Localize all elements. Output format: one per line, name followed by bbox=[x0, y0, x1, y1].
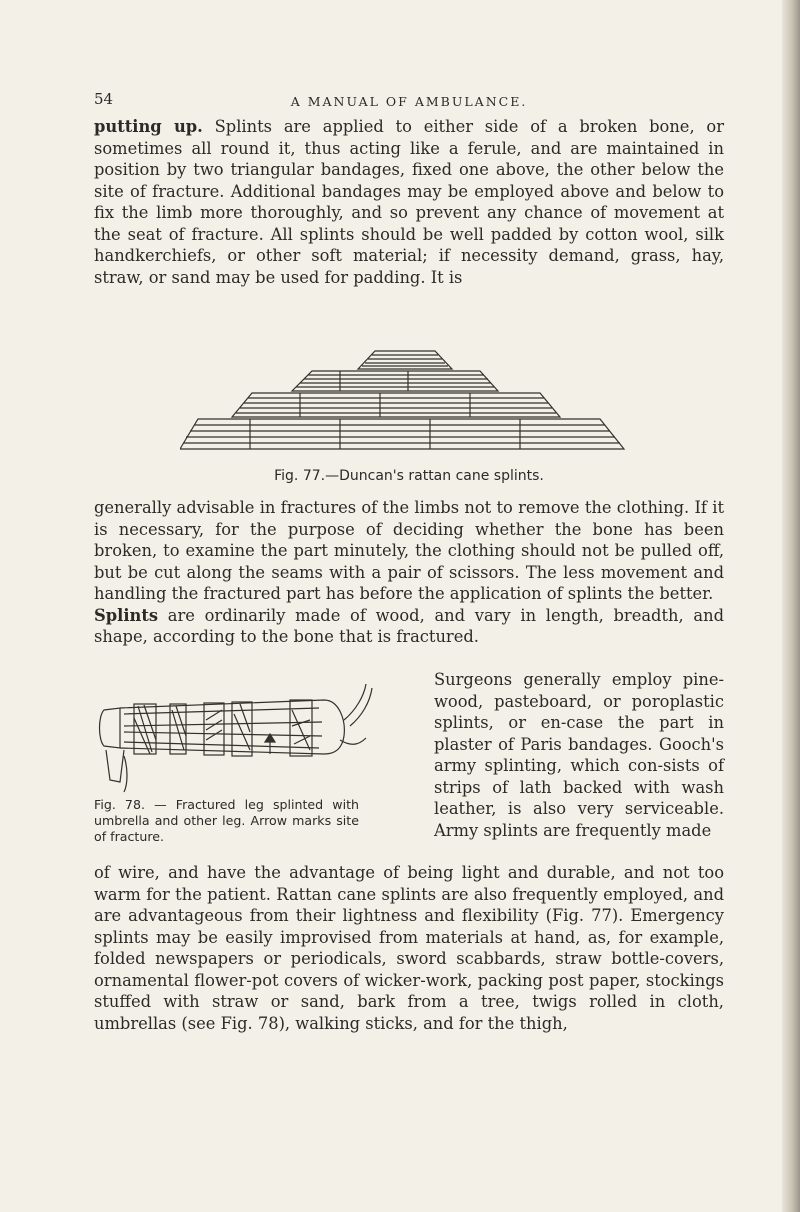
splinted-leg-illustration bbox=[94, 680, 384, 794]
splint-tier-4 bbox=[180, 419, 624, 449]
splint-tier-1 bbox=[358, 351, 452, 369]
fracture-arrow-icon bbox=[265, 734, 275, 754]
figure-77-caption: Fig. 77.—Duncan's rattan cane splints. bbox=[274, 468, 544, 484]
paragraph-text bbox=[94, 116, 724, 288]
paragraph-body: are ordinarily made of wood, and vary in length, breadth, and shape, according to the bone that is fractured. bbox=[94, 605, 724, 646]
running-title: A MANUAL OF AMBULANCE. bbox=[290, 94, 528, 109]
running-head bbox=[94, 90, 724, 112]
paragraph-body: generally advisable in fractures of the limbs not to remove the clothing. If it is necessary, for the purpose of deciding whether the bone has been broken, to examine the part minutely, the clothing should not be pulled off, but be cut along the seams with a pair of scissors. The less movement and handling the fractured part has before the application of splints the better. bbox=[94, 498, 724, 603]
paragraph-text bbox=[94, 497, 724, 605]
foot-left bbox=[100, 708, 121, 748]
page-edge bbox=[782, 0, 800, 1212]
splint-tier-2 bbox=[292, 371, 498, 391]
paragraph-padding bbox=[94, 116, 724, 288]
paragraph-lead: Splints bbox=[94, 605, 159, 625]
paragraph-clothing bbox=[94, 497, 724, 648]
figure-78-caption: Fig. 78. — Fractured leg splinted with umbrella and other leg. Arrow marks site of fracture. bbox=[94, 797, 359, 844]
page-number: 54 bbox=[94, 90, 114, 108]
paragraph-body: of wire, and have the advantage of being light and durable, and not too warm for the patient. Rattan cane splints are also frequently employed, and are advantageous from their lightness and flexibility (Fig. 77). Emergency splints may be easily improvised from materials at hand, as, for example, folded newspapers or periodicals, sword scabbards, straw bottle-covers, ornamental flower-pot covers of wicker-work, packing post paper, stockings stuffed with straw or sand, bark from a tree, twigs rolled in cloth, umbrellas (see Fig. 78), walking sticks, and for the thigh, bbox=[94, 863, 724, 1033]
rattan-splints-illustration bbox=[180, 345, 640, 463]
paragraph-lead: putting up. bbox=[94, 117, 203, 136]
side-column-text: Surgeons generally employ pine-wood, pasteboard, or poroplastic splints, or en-case the part in plaster of Paris bandages. Gooch's army splinting, which con-sists of strips of lath backed with wash leather, is also very serviceable. Army splints are frequently made bbox=[434, 670, 724, 840]
paragraph-emergency-splints bbox=[94, 862, 724, 1034]
umbrella-handle bbox=[344, 684, 372, 726]
bandage bbox=[134, 704, 156, 754]
paragraph-splints bbox=[94, 605, 724, 648]
paragraph-text bbox=[94, 862, 724, 1034]
bandage bbox=[170, 704, 186, 754]
splint-tier-3 bbox=[232, 393, 560, 417]
paragraph-body: Splints are applied to either side of a broken bone, or sometimes all round it, thus acting like a ferule, and are maintained in position by two triangular bandages, fixed one above, the other below the site of fracture. Additional bandages may be employed above and below to fix the limb more thoroughly, and so prevent any chance of movement at the seat of fracture. All splints should be well padded by cotton wool, silk handkerchiefs, or other soft material; if necessity demand, grass, hay, straw, or sand may be used for padding. It is bbox=[94, 117, 725, 287]
